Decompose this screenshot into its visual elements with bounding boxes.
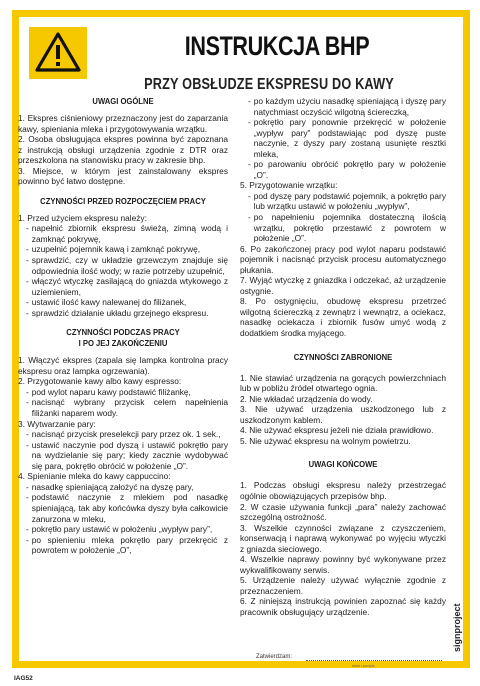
during-subitem: - podstawić naczynie z mlekiem pod nasadkę spieniającą, tak aby końcówka dyszy była całkowicie zanurzona w mleku, (26, 492, 228, 524)
section-heading-general: UWAGI OGÓLNE (92, 96, 154, 106)
general-item-2: 2. Osoba obsługująca ekspres powinna być zapoznana z instrukcją obsługi urządzenia zgodnie z DTR oraz przeszkolona na stanowisku pracy w zakresie bhp. (18, 134, 228, 166)
forbidden-item-5: 5. Nie używać ekspresu na wolnym powietrzu. (240, 435, 411, 446)
approval-caption: data i podpis (352, 663, 375, 668)
before-subitem: - sprawdzić, czy w układzie grzewczym znajduje się odpowiednia ilość wody; w razie potrzeby uzupełnić, (26, 255, 228, 276)
right-column (240, 96, 446, 618)
section-heading-before: CZYNNOŚCI PRZED ROZPOCZĘCIEM PRACY (40, 195, 206, 206)
during-subitem: - pokrętło pary ustawić w położeniu „wypływ pary”, (26, 524, 213, 535)
during-item-3: 3. Wytwarzanie pary: (18, 418, 96, 429)
section-heading-forbidden: CZYNNOŚCI ZABRONIONE (293, 351, 393, 362)
during-subitem: - ustawić naczynie pod dyszą i ustawić pokrętło pary na wydzielanie się pary; kiedy zacznie wydobywać się para, pokrętło obrócić w położenie „O”. (26, 439, 228, 471)
before-intro: 1. Przed użyciem ekspresu należy: (18, 212, 147, 223)
page-title: INSTRUKCJA BHP (184, 31, 370, 61)
during-subitem: - nacisnąć wybrany przycisk celem napełnienia filiżanki naparem wody. (26, 397, 228, 419)
during-item-1: 1. Włączyć ekspres (zapala się lampka kontrolna pracy ekspresu oraz lampka ogrzewania). (18, 355, 228, 376)
forbidden-item-3: 3. Nie używać urządzenia uszkodzonego lub z uszkodzonym kablem. (240, 404, 446, 425)
final-item-4: 4. Wszelkie naprawy powinny być wykonywane przez wykwalifikowany serwis. (240, 554, 446, 575)
final-item-2: 2. W czasie używania funkcji „para” należy zachować szczególną ostrożność. (240, 501, 446, 523)
forbidden-item-4: 4. Nie używać ekspresu jeżeli nie działa prawidłowo. (240, 425, 434, 436)
warning-triangle-icon (35, 31, 81, 73)
general-item-3: 3. Miejsce, w którym jest zainstalowany ekspres powinno być łatwo dostępne. (18, 165, 228, 187)
forbidden-item-1: 1. Nie stawiać urządzenia na gorących powierzchniach lub w pobliżu źródeł otwartego ognia. (240, 372, 446, 394)
during-item-7: 7. Wyjąć wtyczkę z gniazdka i odczekać, aż urządzenie ostygnie. (240, 275, 446, 296)
during-subitem: - po napełnieniu pojemnika dostateczną ilością wrzątku, pokrętło przestawić z powrotem w położenie „O”. (248, 212, 446, 244)
during-subitem: - nasadkę spieniającą założyć na dyszę pary, (26, 481, 194, 492)
during-subitem: - nacisnąć przycisk preselekcji pary przez ok. 1 sek., (26, 429, 221, 440)
before-subitem: - sprawdzić działanie układu grzejnego ekspresu. (26, 307, 209, 318)
general-item-1: 1. Ekspres ciśnieniowy przeznaczony jest do zaparzania kawy, spieniania mleka i przygotowywania wrzątku. (18, 113, 228, 134)
final-item-3: 3. Wszelkie czynności związane z czyszczeniem, konserwacją i naprawą wykonywać po wyjęciu wtyczki z gniazda sieciowego. (240, 522, 446, 554)
before-subitem: - włączyć wtyczkę zasilającą do gniazda wtykowego z uziemieniem, (26, 276, 228, 297)
forbidden-item-2: 2. Nie wkładać urządzenia do wody. (240, 393, 373, 404)
approval-line (306, 660, 442, 661)
page-subtitle: PRZY OBSŁUDZE EKSPRESU DO KAWY (144, 76, 394, 93)
final-item-5: 5. Urządzenie należy używać wyłącznie zgodnie z przeznaczeniem. (240, 575, 446, 596)
final-item-1: 1. Podczas obsługi ekspresu należy przestrzegać ogólnie obowiązujących przepisów bhp. (240, 480, 446, 501)
during-item-5: 5. Przygotowanie wrzątku: (240, 180, 338, 191)
during-subitem: - po każdym użyciu nasadkę spieniającą i dyszę pary natychmiast oczyścić wilgotną ściereczką, (248, 96, 446, 117)
during-subitem: - po spienieniu mleka pokrętło pary przekręcić z powrotem w położenie „O”, (26, 534, 228, 556)
before-subitem: - napełnić zbiornik ekspresu świeżą, zimną wodą i zamknąć pokrywę, (26, 223, 228, 244)
brand-logo: signproject (452, 603, 462, 652)
product-code: IAG52 (14, 675, 33, 682)
approval-field (256, 654, 446, 668)
section-heading-final: UWAGI KOŃCOWE (308, 459, 378, 470)
during-subitem: - pod dyszę pary podstawić pojemnik, a pokrętło pary lub wrzątku ustawić w położeniu „wypływ”, (248, 190, 446, 212)
during-subitem: - po parowaniu obrócić pokrętło pary w położenie „O”. (248, 159, 446, 180)
warning-badge (29, 27, 87, 79)
during-subitem: - pokrętło pary ponownie przekręcić w położenie „wypływ pary” podstawiając pod dyszę puste naczynie, z dyszy pary zostaną usunięte resztki mleka, (248, 117, 446, 159)
during-subitem: - pod wylot naparu kawy podstawić filiżankę, (26, 386, 191, 397)
final-item-6: 6. Z niniejszą instrukcją powinien zapoznać się każdy pracownik obsługujący urządzenie. (240, 596, 446, 617)
during-item-2: 2. Przygotowanie kawy albo kawy espresso: (18, 376, 182, 387)
before-subitem: - uzupełnić pojemnik kawą i zamknąć pokrywę, (26, 244, 201, 255)
approval-label: Zatwierdzam: (256, 654, 293, 660)
during-item-8: 8. Po ostygnięciu, obudowę ekspresu przetrzeć wilgotną ściereczką z zewnątrz i wewnątrz, a ociekacz, nasadkę ociekacza i zbiornik fusów umyć wodą z dodatkiem środka myjącego. (240, 296, 446, 339)
left-column (18, 96, 228, 556)
during-item-4: 4. Spienianie mleka do kawy cappuccino: (18, 471, 171, 482)
section-heading-during-2: I PO JEJ ZAKOŃCZENIU (78, 338, 168, 349)
before-subitem: - ustawić ilość kawy nalewanej do filiżanek, (26, 297, 187, 308)
during-item-6: 6. Po zakończonej pracy pod wylot naparu podstawić pojemnik i nacisnąć przycisk procesu automatycznego płukania. (240, 243, 446, 275)
section-heading-during-1: CZYNNOŚCI PODCZAS PRACY (66, 327, 180, 338)
